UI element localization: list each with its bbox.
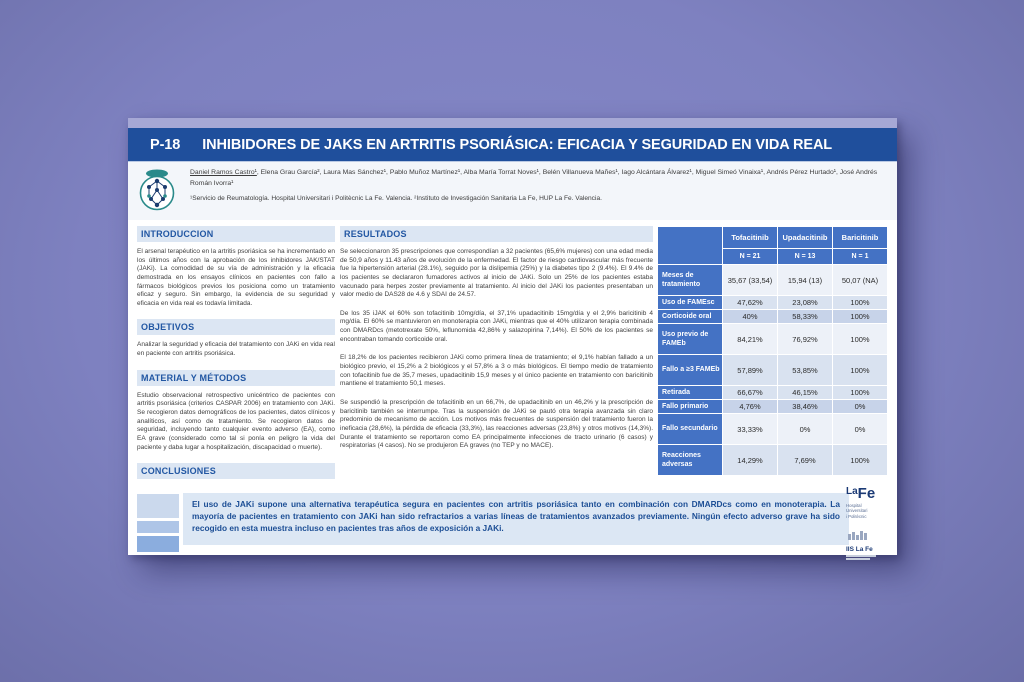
table-corner-cell [658,227,722,264]
first-author: Daniel Ramos Castro¹ [190,169,257,176]
objectives-text: Analizar la seguridad y eficacia del tratamiento con JAKi en vida real en paciente con artritis psoriásica. [137,341,335,358]
authors-section [128,162,897,220]
table-column-header: Upadacitinib [778,227,832,248]
iis-subtext-bar [846,558,870,560]
accent-square-2 [137,521,179,533]
table-row: Fallo a ≥3 FAMEb 57,89% 53,85% 100% [658,355,887,385]
poster-top-strip [128,118,897,128]
table-row: Reacciones adversas 14,29% 7,69% 100% [658,445,887,475]
table-row: Retirada 66,67% 46,15% 100% [658,386,887,399]
accent-square-1 [137,494,179,518]
iis-building-icon [846,530,872,540]
section-heading-conclusions: CONCLUSIONES [137,463,335,479]
results-paragraph: De los 35 iJAK el 60% son tofacitinib 10mg/día, el 37,1% upadacitinib 15mg/día y el 2,9% baricitinib 4 mg/día. El 60% se mantuvieron en monoterapia con JAKi, mientras que el 40% utilizaron terapia combinada con DMARDcs (metotrexate 50%, leflunomida 42,86% y salazopirina 7,14%). El 50% de los pacientes se encontraban tomando corticoide oral. [340,309,653,343]
authors-text-block [190,168,882,202]
scientific-poster [128,118,897,555]
poster-title: INHIBIDORES DE JAKS EN ARTRITIS PSORIÁSICA: EFICACIA Y SEGURIDAD EN VIDA REAL [202,136,833,153]
methods-text: Estudio observacional retrospectivo unicéntrico de pacientes con artritis psoriásica (criterios CASPAR 2006) en tratamiento con JAKi. Se recogieron datos demográficos de los pacientes, datos clínicos y analíticos, así como de tratamiento. Se recogieron datos de seguridad, incluyendo tanto cualquier evento adverso (EA), como EA grave (considerado como tal si ponía en peligro la vida del paciente y daba lugar a hospitalización, discapacidad o muerte). [137,391,335,451]
introduction-text: El arsenal terapéutico en la artritis psoriásica se ha incrementado en los últimos años con la aprobación de los inhibidores JAK/STAT (JAKi). La comodidad de su vía de administración y la eficacia demostrada en los ensayos clínicos en pacientes con fallo a fármacos biológicos previos los posiciona como un tratamiento eficaz y seguro. Sin embargo, la evidencia de su seguridad y eficacia en vida real es todavía limitada. [137,248,335,307]
poster-title-bar [128,128,897,162]
results-paragraph: Se seleccionaron 35 prescripciones que correspondían a 32 pacientes (65,6% mujeres) con una edad media de 50,9 años y 11.43 años de evolución de la enfermedad. El factor de riesgo cardiovascular más frecuente fue la hipertensión arterial (28.1%), seguido por la dislipemia (25%) y la diabetes tipo 2 (9.4%). El 9.4% de los pacientes se declararon fumadores activos al inicio de JAKi. Solo un 25% de los pacientes estaba vacunado para herpes zoster previamente al tratamiento. Al inicio del JAKi los pacientes presentaban un valor medio de DAS28 de 4.6 y SDAI de 24.57. [340,248,653,299]
right-column [657,226,888,476]
section-heading-methods: MATERIAL Y MÉTODOS [137,370,335,386]
table-row: Meses de tratamiento 35,67 (33,54) 15,94 (13) 50,07 (NA) [658,265,887,295]
accent-square-3 [137,536,179,552]
section-heading-introduction: INTRODUCCION [137,226,335,242]
table-row: Fallo primario 4,76% 38,46% 0% [658,400,887,413]
lafe-logo-subtext: Hospital Universitari i Politècnic [846,503,868,519]
table-column-header: Baricitinib [833,227,887,248]
results-paragraph: El 18,2% de los pacientes recibieron JAKi como primera línea de tratamiento; el 9,1% habían fallado a un biológico previo, el 15,2% a 2 biológicos y el 57,8% a 3 o más biológicos. El tiempo medio de tratamiento con tofacitinib fue de 35,7 meses, upadacitinib 15,9 meses y el único paciente en tratamiento con baricitinib mantiene el tratamiento 50,1 meses. [340,354,653,388]
center-column [340,226,653,461]
table-row: Corticoide oral 40% 58,33% 100% [658,310,887,323]
results-paragraph: Se suspendió la prescripción de tofacitinib en un 66,7%, de upadacitinib en un 46,2% y la prescripción de baricitinib también se interrumpe. Tras la suspensión de JAKi se pautó otra terapia avanzada sin claro predominio de mecanismo de acción. Los motivos más frecuentes de suspensión del tratamiento fueron la ineficacia (28,6%), la pérdida de eficacia (33,3%), las reacciones adversas (23,8%) y otros motivos (14,3%). Durante el tratamiento se reportaron como EA principalmente infecciones de tracto urinario (6 casos) y respiratorias (4 casos). No se produjeron EA graves (no TEP y no MACE). [340,398,653,450]
table-row: Uso de FAMEsc 47,62% 23,08% 100% [658,296,887,309]
affiliations: ¹Servicio de Reumatología. Hospital Universitari i Politècnic La Fe. Valencia. ²Instituto de Investigación Sanitaria La Fe, HUP La Fe. Valencia. [190,195,602,203]
logos-block [846,486,892,560]
table-column-n: N = 1 [833,249,887,264]
other-authors: , Elena Grau García², Laura Mas Sánchez¹, Pablo Muñoz Martínez¹, Alba María Torrat Noves¹, Belén Villanueva Mañes¹, Iago Alcántara Álvarez¹, Miguel Simeó Vinaixa¹, Andrés Pérez Hurtado¹, José Andrés Román Ivorra¹ [190,169,878,187]
left-column [137,226,335,485]
results-table [657,226,888,476]
lafe-logo: $^{La}$Fe [846,485,876,502]
conclusions-text: El uso de JAKi supone una alternativa terapéutica segura en pacientes con artritis psoriásica tanto en combinación con DMARDcs como en monoterapia. La mayoría de pacientes en tratamiento con JAKi han sido refractarios a varias líneas de tratamientos avanzados previamente. Ningún efecto adverso grave ha sido recogido en esta muestra incluso en pacientes tras años de exposición a JAKi. [192,499,840,534]
author-list [190,168,882,189]
table-column-n: N = 21 [723,249,777,264]
conclusions-box [183,493,849,545]
molecule-network-icon [138,168,176,217]
iis-subtext-bar [846,555,876,557]
iis-lafe-logo: IIS La Fe [846,527,892,560]
section-heading-objectives: OBJETIVOS [137,319,335,335]
table-column-n: N = 13 [778,249,832,264]
poster-number: P-18 [150,136,181,153]
table-column-header: Tofacitinib [723,227,777,248]
table-row: Uso previo de FAMEb 84,21% 76,92% 100% [658,324,887,354]
table-row: Fallo secundario 33,33% 0% 0% [658,414,887,444]
section-heading-results: RESULTADOS [340,226,653,242]
